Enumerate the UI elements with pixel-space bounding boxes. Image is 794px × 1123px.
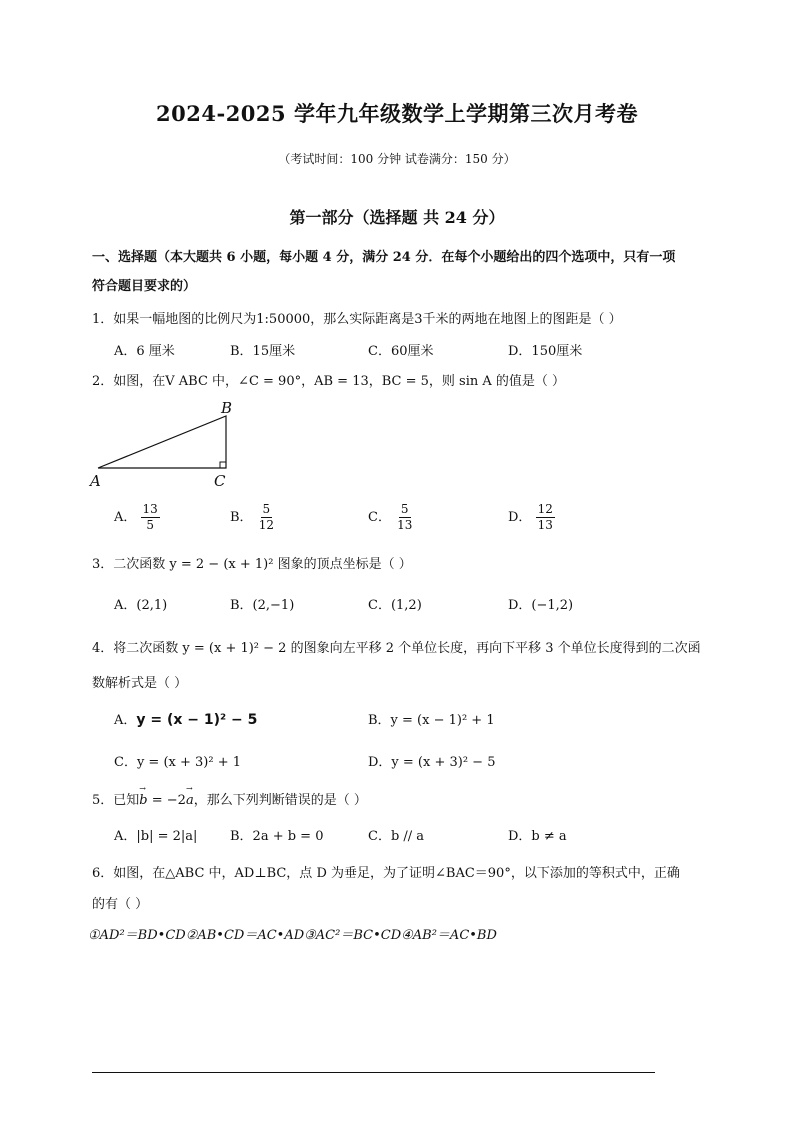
- question-4-stem-line-1: 4．将二次函数 y = (x + 1)² − 2 的图象向左平移 2 个单位长度，再向下平移 3 个单位长度得到的二次函: [92, 641, 701, 656]
- fraction: [395, 502, 414, 533]
- denominator: 13: [397, 518, 413, 532]
- instructions-line-1: 一、选择题（本大题共 6 小题，每小题 4 分，满分 24 分．在每个小题给出的四个选项中，只有一项: [92, 250, 676, 265]
- numerator: 5: [400, 502, 409, 516]
- q3-option-b: B．(2,−1): [230, 598, 295, 613]
- stem-prefix: 5．已知: [92, 793, 140, 808]
- vertex-label-b: B: [221, 399, 233, 417]
- footer-rule: [92, 1072, 655, 1073]
- vector-b: → b: [139, 793, 147, 808]
- q4-option-b: B．y = (x − 1)² + 1: [368, 713, 495, 728]
- section-heading: 第一部分（选择题 共 24 分）: [289, 208, 505, 227]
- q1-option-c: C．60厘米: [368, 344, 434, 359]
- numerator: 5: [262, 502, 271, 516]
- question-3-stem: 3．二次函数 y = 2 − (x + 1)² 图象的顶点坐标是（ ）: [92, 557, 412, 572]
- triangle-abc: [98, 416, 226, 468]
- page-title: 2024-2025 学年九年级数学上学期第三次月考卷: [156, 101, 638, 126]
- fraction: [536, 502, 555, 533]
- q4-option-a: [114, 709, 257, 728]
- q3-option-d: D．(−1,2): [508, 598, 574, 613]
- equation: y = (x − 1)² − 5: [136, 712, 258, 728]
- question-2-stem: 2．如图，在V ABC 中，∠C = 90°，AB = 13，BC = 5，则 sin A 的值是（ ）: [92, 374, 566, 389]
- instructions-line-2: 符合题目要求的）: [92, 279, 197, 294]
- stem-suffix: ，那么下列判断错误的是（ ）: [193, 793, 367, 808]
- stem-mid: = −2: [147, 793, 186, 808]
- fraction: [141, 502, 160, 533]
- vertex-label-a: A: [90, 472, 101, 490]
- option-letter: B．: [230, 510, 253, 525]
- q2-option-d: [508, 502, 555, 533]
- triangle-figure: [88, 398, 248, 490]
- q2-option-b: [230, 502, 276, 533]
- q2-option-c: [368, 502, 414, 533]
- q1-option-b: B．15厘米: [230, 344, 296, 359]
- exam-info: （考试时间：100 分钟 试卷满分：150 分）: [278, 152, 516, 166]
- q3-option-a: A．(2,1): [114, 598, 168, 613]
- fraction: [257, 502, 276, 533]
- denominator: 13: [537, 518, 553, 532]
- vector-a: → a: [186, 793, 194, 808]
- q4-option-c: C．y = (x + 3)² + 1: [114, 755, 241, 770]
- q5-option-c: C．b // a: [368, 829, 425, 844]
- q5-option-b: B．2a + b = 0: [230, 829, 324, 844]
- q2-option-a: [114, 502, 160, 533]
- numerator: 12: [537, 502, 553, 516]
- option-letter: D．: [508, 510, 532, 525]
- question-5-stem: [92, 789, 367, 808]
- numerator: 13: [142, 502, 158, 516]
- q5-option-d: D．b ≠ a: [508, 829, 567, 844]
- question-4-stem-line-2: 数解析式是（ ）: [92, 676, 188, 691]
- option-letter: A．: [114, 713, 137, 728]
- right-angle-mark: [220, 462, 226, 468]
- question-6-choices: ①AD²＝BD•CD②AB•CD＝AC•AD③AC²＝BC•CD④AB²＝AC•BD: [88, 928, 497, 943]
- vertex-label-c: C: [214, 472, 226, 490]
- q3-option-c: C．(1,2): [368, 598, 422, 613]
- question-6-stem-line-2: 的有（ ）: [92, 897, 149, 912]
- q1-option-d: D．150厘米: [508, 344, 583, 359]
- question-1-stem: 1．如果一幅地图的比例尺为1:50000，那么实际距离是3千米的两地在地图上的图距是（ ）: [92, 312, 622, 327]
- q5-option-a: A．|b| = 2|a|: [114, 829, 198, 844]
- denominator: 5: [146, 518, 154, 532]
- option-letter: C．: [368, 510, 391, 525]
- q1-option-a: A．6 厘米: [114, 344, 175, 359]
- option-letter: A．: [114, 510, 137, 525]
- q4-option-d: D．y = (x + 3)² − 5: [368, 755, 496, 770]
- denominator: 12: [258, 518, 274, 532]
- question-6-stem-line-1: 6．如图，在△ABC 中，AD⊥BC，点 D 为垂足，为了证明∠BAC＝90°，以下添加的等积式中，正确: [92, 866, 680, 881]
